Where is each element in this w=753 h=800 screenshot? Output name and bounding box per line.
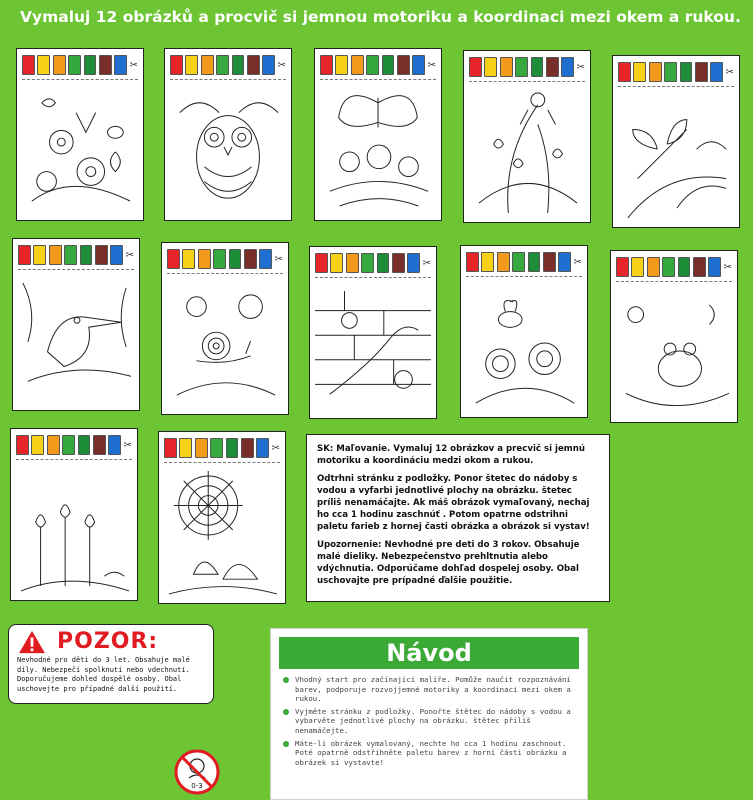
- coloring-card-dragonfly[interactable]: [612, 55, 740, 228]
- butterfly-icon: [320, 83, 436, 215]
- paint-swatch: [201, 55, 214, 75]
- paint-swatch: [695, 62, 708, 82]
- paint-palette: [16, 434, 132, 460]
- paint-swatch: [315, 253, 328, 273]
- scissors-icon: ✂: [725, 66, 735, 78]
- paint-swatch: [558, 252, 571, 272]
- warning-title: POZOR:: [57, 629, 159, 654]
- paint-swatch: [330, 253, 343, 273]
- paint-swatch: [633, 62, 646, 82]
- paint-swatch: [164, 438, 177, 458]
- paint-palette: [616, 256, 732, 282]
- coloring-card-snail[interactable]: [161, 242, 289, 415]
- paint-swatch: [351, 55, 364, 75]
- scissors-icon: ✂: [123, 439, 133, 451]
- paint-swatch: [528, 252, 541, 272]
- instructions-panel: [270, 628, 588, 800]
- paint-swatch: [68, 55, 81, 75]
- paint-swatch: [377, 253, 390, 273]
- paint-swatch: [18, 245, 31, 265]
- age-warning-badge: [171, 748, 223, 798]
- paint-swatch: [182, 249, 195, 269]
- scissors-icon: ✂: [271, 442, 281, 454]
- paint-swatch: [512, 252, 525, 272]
- paint-swatch: [256, 438, 269, 458]
- age-label: 0-3: [191, 782, 203, 790]
- bullet-icon: [283, 709, 289, 715]
- paint-swatch: [229, 249, 242, 269]
- paint-swatch: [361, 253, 374, 273]
- paint-swatch: [33, 245, 46, 265]
- warning-triangle-icon: [17, 630, 47, 654]
- coloring-card-owl[interactable]: [164, 48, 292, 221]
- paint-swatch: [664, 62, 677, 82]
- paint-swatch: [37, 55, 50, 75]
- info-sk-instructions: Odtrhni stránku z podložky. Ponor štetec do nádoby s vodou a vyfarbi jednotlivé plochy na obrázku. štetec príliš nenamáčajte. Ak máš obrázok vymaľovaný, nechaj ho cca 1 hodinu zaschnúť . Potom opatrne odstrihni paletu farieb z hornej časti obrázka a obrázok si vystav!: [317, 474, 590, 532]
- dragonfly-icon: [618, 90, 734, 222]
- paint-swatch: [662, 257, 675, 277]
- coloring-card-butterfly[interactable]: [314, 48, 442, 221]
- paint-swatch: [22, 55, 35, 75]
- paint-palette: [18, 244, 134, 270]
- paint-swatch: [497, 252, 510, 272]
- paint-swatch: [114, 55, 127, 75]
- paint-swatch: [618, 62, 631, 82]
- paint-palette: [618, 61, 734, 87]
- scissors-icon: ✂: [422, 257, 432, 269]
- paint-swatch: [397, 55, 410, 75]
- paint-swatch: [49, 245, 62, 265]
- paint-swatch: [95, 245, 108, 265]
- paint-swatch: [680, 62, 693, 82]
- paint-swatch: [62, 435, 75, 455]
- paint-swatch: [546, 57, 559, 77]
- owl-icon: [170, 83, 286, 215]
- instruction-item: Vhodný start pro začínající malíře. Pomůže naučit rozpoznávání barev, podporuje rozvojjemné motoriky a koordinaci mezi okem a rukou.: [281, 675, 577, 704]
- paint-swatch: [407, 253, 420, 273]
- coloring-card-lizard[interactable]: [309, 246, 437, 419]
- paint-palette: [170, 54, 286, 80]
- paint-swatch: [647, 257, 660, 277]
- paint-swatch: [366, 55, 379, 75]
- spiderweb-icon: [164, 466, 280, 598]
- paint-swatch: [170, 55, 183, 75]
- info-box-sk: [306, 434, 610, 602]
- coloring-card-frog[interactable]: [610, 250, 738, 423]
- paint-swatch: [392, 253, 405, 273]
- frog-icon: [616, 285, 732, 417]
- paint-swatch: [179, 438, 192, 458]
- paint-palette: [469, 56, 585, 82]
- snail-icon: [167, 277, 283, 409]
- paint-swatch: [80, 245, 93, 265]
- coloring-card-spiderweb[interactable]: [158, 431, 286, 604]
- paint-palette: [22, 54, 138, 80]
- paint-swatch: [213, 249, 226, 269]
- paint-palette: [164, 437, 280, 463]
- paint-swatch: [244, 249, 257, 269]
- paint-swatch: [108, 435, 121, 455]
- paint-swatch: [693, 257, 706, 277]
- lily-icon: [469, 85, 585, 217]
- scissors-icon: ✂: [274, 253, 284, 265]
- paint-swatch: [84, 55, 97, 75]
- instruction-item: Vyjměte stránku z podložky. Ponořte štětec do nádoby s vodou a vybarvěte jednotlivé plochy na obrázku. štětec příliš nenamáčejte.: [281, 707, 577, 736]
- paint-swatch: [481, 252, 494, 272]
- paint-swatch: [678, 257, 691, 277]
- paint-swatch: [515, 57, 528, 77]
- paint-swatch: [708, 257, 721, 277]
- paint-swatch: [99, 55, 112, 75]
- bird-icon: [18, 273, 134, 405]
- paint-swatch: [53, 55, 66, 75]
- info-sk-warning: Upozornenie: Nevhodné pre deti do 3 rokov. Obsahuje malé dieliky. Nebezpečenstvo prehltnutia alebo vdýchnutia. Odporúčame dohľad dospelej osoby. Obal uschovajte pre prípadné ďalšie použitie.: [317, 540, 580, 586]
- warning-text: Nevhodné pro děti do 3 let. Obsahuje malé díly. Nebezpečí spolknutí nebo vdechnutí. Doporučujeme dohled dospělé osoby. Obal uschovejte pro případné další použití.: [17, 656, 190, 693]
- scissors-icon: ✂: [129, 59, 139, 71]
- paint-swatch: [78, 435, 91, 455]
- paint-swatch: [47, 435, 60, 455]
- bullet-icon: [283, 741, 289, 747]
- paint-swatch: [31, 435, 44, 455]
- scissors-icon: ✂: [723, 261, 733, 273]
- instructions-title: Návod: [279, 637, 579, 669]
- paint-swatch: [93, 435, 106, 455]
- paint-palette: [167, 248, 283, 274]
- scissors-icon: ✂: [576, 61, 586, 73]
- paint-swatch: [232, 55, 245, 75]
- paint-swatch: [346, 253, 359, 273]
- paint-swatch: [469, 57, 482, 77]
- paint-palette: [320, 54, 436, 80]
- scissors-icon: ✂: [125, 249, 135, 261]
- paint-swatch: [216, 55, 229, 75]
- paint-swatch: [543, 252, 556, 272]
- paint-swatch: [247, 55, 260, 75]
- coloring-card-lily[interactable]: [463, 50, 591, 223]
- bee-icon: [466, 280, 582, 412]
- paint-swatch: [466, 252, 479, 272]
- headline: Vymaluj 12 obrázků a procvič si jemnou motoriku a koordinaci mezi okem a rukou.: [20, 8, 741, 26]
- coloring-card-flowers[interactable]: [16, 48, 144, 221]
- paint-swatch: [335, 55, 348, 75]
- paint-swatch: [710, 62, 723, 82]
- coloring-card-tulips[interactable]: [10, 428, 138, 601]
- paint-swatch: [167, 249, 180, 269]
- scissors-icon: ✂: [427, 59, 437, 71]
- lizard-icon: [315, 281, 431, 413]
- paint-swatch: [110, 245, 123, 265]
- scissors-icon: ✂: [573, 256, 583, 268]
- paint-swatch: [320, 55, 333, 75]
- instruction-item: Máte-li obrázek vymalovaný, nechte ho cca 1 hodinu zaschnout. Poté opatrně odstřihněte paletu barev z horní části obrázku a obrázek si vystavte!: [281, 739, 577, 768]
- paint-swatch: [412, 55, 425, 75]
- paint-swatch: [16, 435, 29, 455]
- paint-swatch: [616, 257, 629, 277]
- flowers-icon: [22, 83, 138, 215]
- bullet-icon: [283, 677, 289, 683]
- paint-swatch: [226, 438, 239, 458]
- scissors-icon: ✂: [277, 59, 287, 71]
- paint-swatch: [484, 57, 497, 77]
- paint-swatch: [64, 245, 77, 265]
- paint-swatch: [185, 55, 198, 75]
- coloring-card-bee[interactable]: [460, 245, 588, 418]
- paint-palette: [466, 251, 582, 277]
- paint-swatch: [631, 257, 644, 277]
- warning-box: [8, 624, 214, 704]
- paint-swatch: [259, 249, 272, 269]
- tulip-icon: [16, 463, 132, 595]
- instructions-list: [271, 675, 587, 767]
- paint-palette: [315, 252, 431, 278]
- paint-swatch: [241, 438, 254, 458]
- paint-swatch: [561, 57, 574, 77]
- paint-swatch: [210, 438, 223, 458]
- paint-swatch: [195, 438, 208, 458]
- coloring-card-bird[interactable]: [12, 238, 140, 411]
- paint-swatch: [531, 57, 544, 77]
- info-sk-intro: SK: Maľovanie. Vymaluj 12 obrázkov a precvič si jemnú motoriku a koordináciu medzi okom a rukou.: [317, 444, 585, 466]
- paint-swatch: [500, 57, 513, 77]
- paint-swatch: [262, 55, 275, 75]
- paint-swatch: [198, 249, 211, 269]
- paint-swatch: [649, 62, 662, 82]
- paint-swatch: [382, 55, 395, 75]
